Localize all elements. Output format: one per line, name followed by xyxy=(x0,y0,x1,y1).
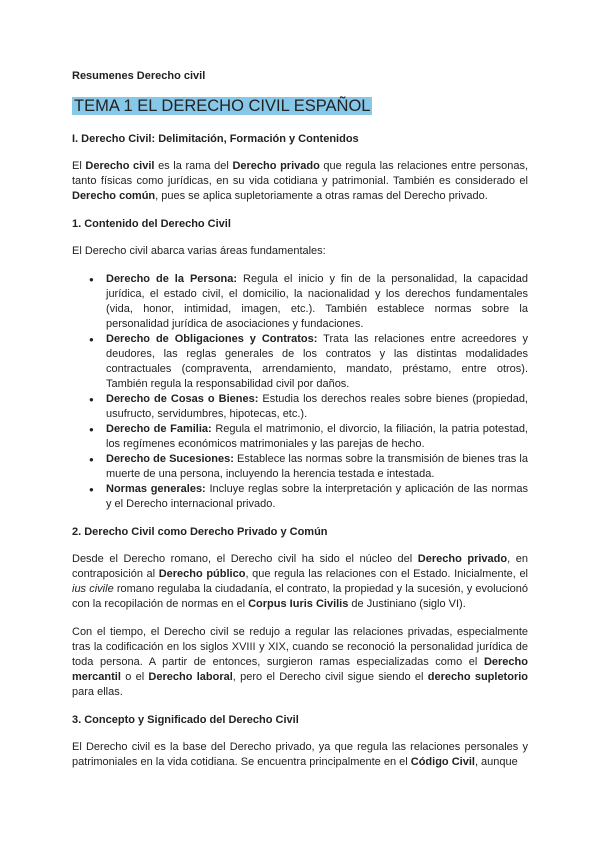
list-item: ● Derecho de Familia: Regula el matrimonio, el divorcio, la filiación, la patria potestad, los regímenes económicos matrimoniales y las parejas de hecho. xyxy=(106,422,528,452)
section-heading-1: 1. Contenido del Derecho Civil xyxy=(72,218,231,230)
list-item: ● Normas generales: Incluye reglas sobre la interpretación y aplicación de las normas y el Derecho internacional privado. xyxy=(106,482,528,512)
paragraph-definition: El Derecho civil es la rama del Derecho privado que regula las relaciones entre personas, tanto físicas como jurídicas, en su vida cotidiana y patrimonial. También es considerado el Derecho común, pues se aplica supletoriamente a otras ramas del Derecho privado. xyxy=(72,160,529,202)
paragraph-roman-law: Desde el Derecho romano, el Derecho civil ha sido el núcleo del Derecho privado, en contraposición al Derecho público, que regula las relaciones con el Estado. Inicialmente, el ius civile romano regulaba la ciudadanía, el contrato, la propiedad y la sucesión, y evolucionó con la recopilación de normas en el Corpus Iuris Civilis de Justiniano (siglo VI). xyxy=(72,553,529,610)
topics-list xyxy=(72,272,528,512)
main-heading xyxy=(72,96,528,116)
list-item: ● Derecho de Sucesiones: Establece las normas sobre la transmisión de bienes tras la muerte de una persona, incluyendo la herencia testada e intestada. xyxy=(106,452,528,482)
section-heading-3: 3. Concepto y Significado del Derecho Civil xyxy=(72,714,299,726)
list-item: ● Derecho de Cosas o Bienes: Estudia los derechos reales sobre bienes (propiedad, usufructo, servidumbres, hipotecas, etc.). xyxy=(106,392,528,422)
highlighted-heading-text: TEMA 1 EL DERECHO CIVIL ESPAÑOL xyxy=(74,97,371,115)
list-item: ● Derecho de la Persona: Regula el inicio y fin de la personalidad, la capacidad jurídica, el estado civil, el domicilio, la nacionalidad y los derechos fundamentales (vida, honor, intimidad, imagen, etc.). También establece normas sobre la personalidad jurídica de asociaciones y fundaciones. xyxy=(106,272,528,332)
section-heading-I: I. Derecho Civil: Delimitación, Formación y Contenidos xyxy=(72,133,359,145)
section-heading-2: 2. Derecho Civil como Derecho Privado y Común xyxy=(72,526,328,538)
list-item: ● Derecho de Obligaciones y Contratos: Trata las relaciones entre acreedores y deudores, las reglas generales de los contratos y las distintas modalidades contractuales (compraventa, arrendamiento, mandato, préstamo, entre otros). También regula la responsabilidad civil por daños. xyxy=(106,332,528,392)
paragraph-codification: Con el tiempo, el Derecho civil se redujo a regular las relaciones privadas, especialmente tras la codificación en los siglos XVIII y XIX, cuando se reconoció la personalidad jurídica de toda persona. A partir de entonces, surgieron ramas especializadas como el Derecho mercantil o el Derecho laboral, pero el Derecho civil sigue siendo el derecho supletorio para ellas. xyxy=(72,626,528,698)
paragraph-concept: El Derecho civil es la base del Derecho privado, ya que regula las relaciones personales y patrimoniales en la vida cotidiana. Se encuentra principalmente en el Código Civil, aunque xyxy=(72,741,528,768)
document-title: Resumenes Derecho civil xyxy=(72,70,206,82)
paragraph-intro: El Derecho civil abarca varias áreas fundamentales: xyxy=(72,245,326,257)
